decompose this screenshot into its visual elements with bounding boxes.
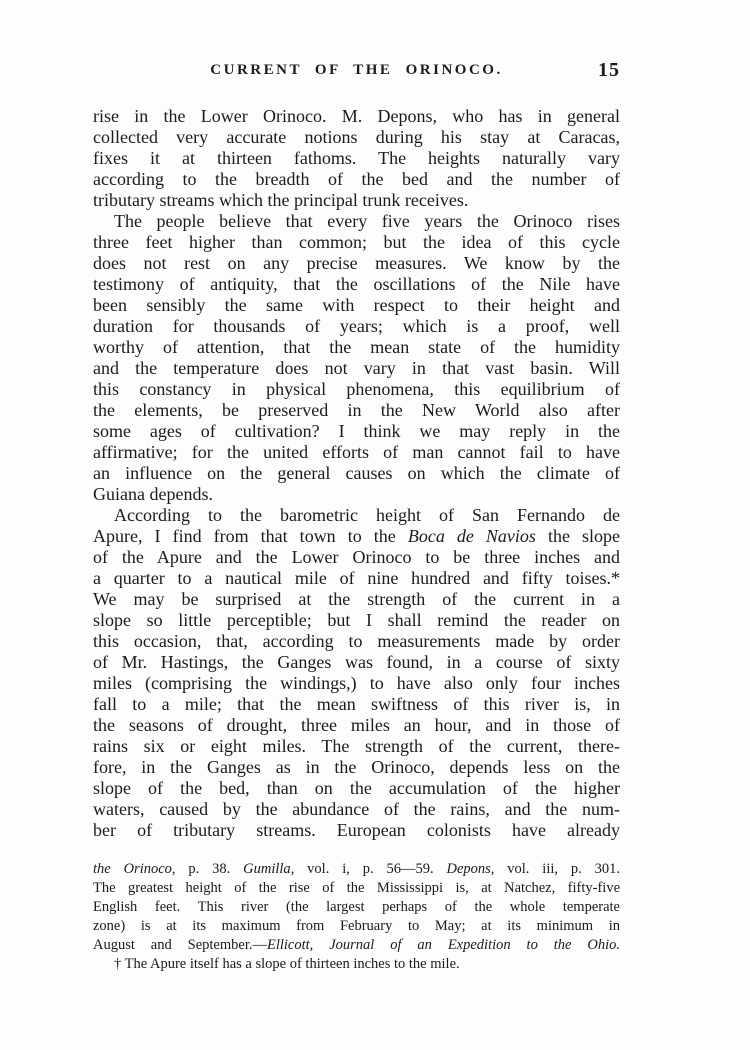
paragraph bbox=[93, 860, 620, 955]
text-line: slope of the bed, than on the accumulation of the higher bbox=[93, 778, 620, 798]
text-line: miles (comprising the windings,) to have also only four inches bbox=[93, 673, 620, 693]
text-line: of the Apure and the Lower Orinoco to be three inches and bbox=[93, 547, 620, 567]
text-line: tributary streams which the principal trunk receives. bbox=[93, 190, 469, 210]
text-line: We may be surprised at the strength of the current in a bbox=[93, 589, 620, 609]
text-line: The people believe that every five years the Orinoco rises bbox=[114, 211, 620, 231]
text-line: the seasons of drought, three miles an hour, and in those of bbox=[93, 715, 620, 735]
text-line: of Mr. Hastings, the Ganges was found, in a course of sixty bbox=[93, 652, 620, 672]
text-line: worthy of attention, that the mean state of the humidity bbox=[93, 337, 620, 357]
text-line: rise in the Lower Orinoco. M. Depons, who has in general bbox=[93, 106, 620, 126]
footnotes bbox=[93, 860, 620, 974]
text-line: English feet. This river (the largest perhaps of the whole temperate bbox=[93, 899, 620, 915]
text-line: fixes it at thirteen fathoms. The heights naturally vary bbox=[93, 148, 620, 168]
text-line: three feet higher than common; but the idea of this cycle bbox=[93, 232, 620, 252]
text-line: Apure, I find from that town to the Boca de Navios the slope bbox=[93, 526, 620, 546]
text-line: been sensibly the same with respect to their height and bbox=[93, 295, 620, 315]
text-line: and the temperature does not vary in that vast basin. Will bbox=[93, 358, 620, 378]
text-line: this occasion, that, according to measurements made by order bbox=[93, 631, 620, 651]
text-line: zone) is at its maximum from February to May; at its minimum in bbox=[93, 918, 620, 934]
text-line: an influence on the general causes on which the climate of bbox=[93, 463, 620, 483]
text-line: testimony of antiquity, that the oscillations of the Nile have bbox=[93, 274, 620, 294]
paragraph bbox=[93, 955, 620, 974]
text-line: † The Apure itself has a slope of thirteen inches to the mile. bbox=[114, 956, 460, 972]
text-line: According to the barometric height of San Fernando de bbox=[114, 505, 620, 525]
text-line: waters, caused by the abundance of the rains, and the num- bbox=[93, 799, 620, 819]
text-line: duration for thousands of years; which is a proof, well bbox=[93, 316, 620, 336]
running-title: CURRENT OF THE ORINOCO. bbox=[210, 62, 503, 78]
text-line: The greatest height of the rise of the Mississippi is, at Natchez, fifty-five bbox=[93, 880, 620, 896]
text-line: does not rest on any precise measures. We know by the bbox=[93, 253, 620, 273]
text-line: collected very accurate notions during his stay at Caracas, bbox=[93, 127, 620, 147]
text-line: August and September.—Ellicott, Journal of an Expedition to the Ohio. bbox=[93, 937, 620, 953]
page-header bbox=[93, 59, 620, 86]
text-line: this constancy in physical phenomena, this equilibrium of bbox=[93, 379, 620, 399]
text-line: Guiana depends. bbox=[93, 484, 213, 504]
text-line: the Orinoco, p. 38. Gumilla, vol. i, p. 56—59. Depons, vol. iii, p. 301. bbox=[93, 861, 620, 877]
text-line: rains six or eight miles. The strength of the current, there- bbox=[93, 736, 620, 756]
text-line: fall to a mile; that the mean swiftness of this river is, in bbox=[93, 694, 620, 714]
text-line: ber of tributary streams. European colonists have already bbox=[93, 820, 620, 840]
paragraph bbox=[93, 211, 620, 505]
text-line: according to the breadth of the bed and the number of bbox=[93, 169, 620, 189]
text-line: affirmative; for the united efforts of man cannot fail to have bbox=[93, 442, 620, 462]
text-line: the elements, be preserved in the New World also after bbox=[93, 400, 620, 420]
paragraph bbox=[93, 505, 620, 841]
page-number: 15 bbox=[598, 59, 620, 81]
text-line: fore, in the Ganges as in the Orinoco, depends less on the bbox=[93, 757, 620, 777]
page-body bbox=[93, 106, 620, 841]
text-line: some ages of cultivation? I think we may reply in the bbox=[93, 421, 620, 441]
paragraph bbox=[93, 106, 620, 211]
text-line: a quarter to a nautical mile of nine hundred and fifty toises.* bbox=[93, 568, 620, 588]
text-line: slope so little perceptible; but I shall remind the reader on bbox=[93, 610, 620, 630]
